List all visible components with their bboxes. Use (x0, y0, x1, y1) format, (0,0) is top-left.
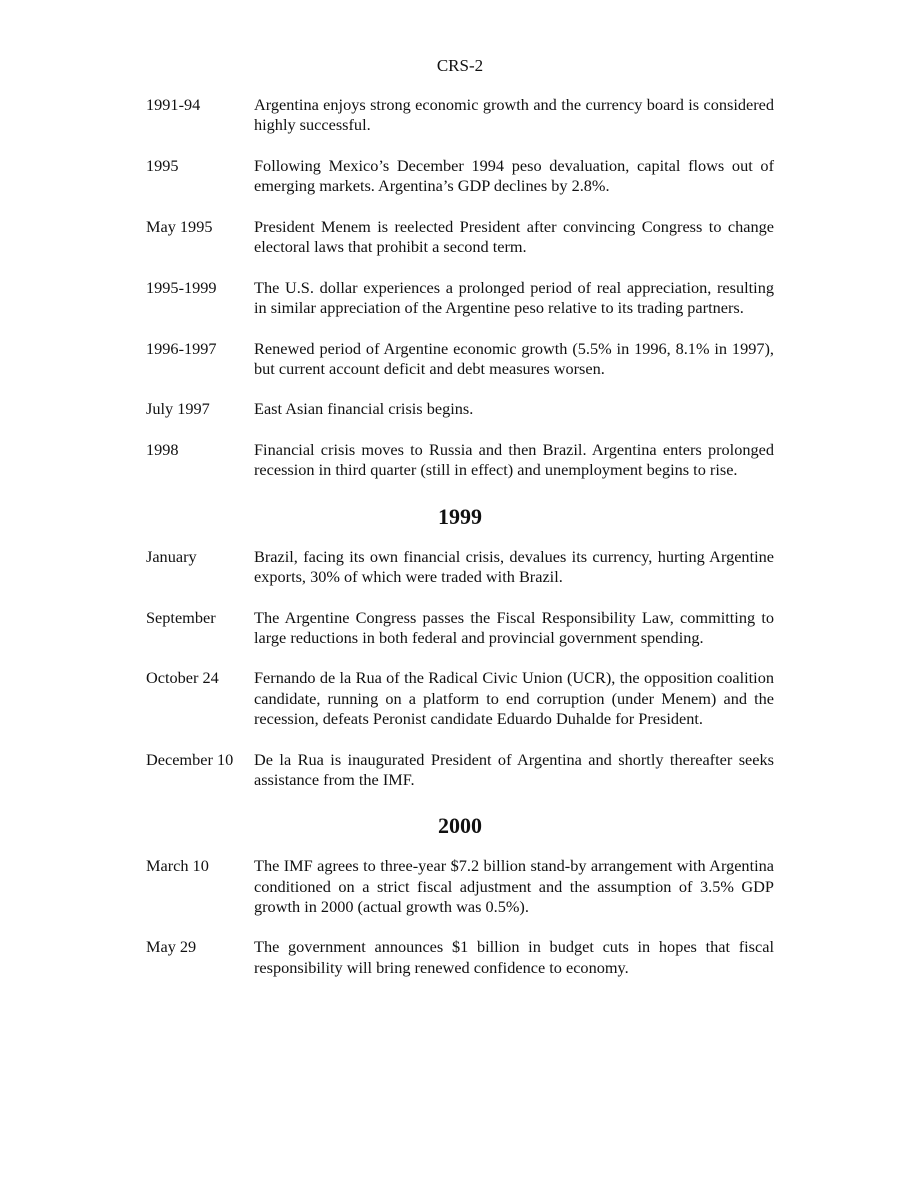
timeline-entry (146, 750, 774, 791)
entry-text: President Menem is reelected President after convincing Congress to change electoral laws that prohibit a second term. (254, 216, 774, 257)
entry-date: 1998 (146, 440, 179, 460)
page-header: CRS-2 (436, 56, 484, 75)
entry-text: Argentina enjoys strong economic growth and the currency board is considered highly successful. (254, 95, 774, 135)
entry-text: The government announces $1 billion in budget cuts in hopes that fiscal responsibility will bring renewed confidence to economy. (254, 937, 774, 977)
timeline (146, 95, 774, 998)
entry-date: September (146, 607, 216, 627)
entry-text: The IMF agrees to three-year $7.2 billion stand-by arrangement with Argentina conditioned on a strict fiscal adjustment and the assumption of 3.5% GDP growth in 2000 (actual growth was 0.5%). (254, 856, 774, 916)
entry-text: Renewed period of Argentine economic growth (5.5% in 1996, 8.1% in 1997), but current account deficit and debt measures worsen. (254, 338, 774, 378)
entry-text: The Argentine Congress passes the Fiscal Responsibility Law, committing to large reductions in both federal and provincial government spending. (254, 607, 774, 647)
entry-text: The U.S. dollar experiences a prolonged period of real appreciation, resulting in similar appreciation of the Argentine peso relative to its trading partners. (254, 277, 774, 317)
timeline-entry (146, 856, 774, 917)
year-heading: 1999 (438, 503, 482, 529)
entry-text: Financial crisis moves to Russia and then Brazil. Argentina enters prolonged recession in third quarter (still in effect) and unemployment begins to rise. (254, 440, 774, 480)
timeline-entry (146, 217, 774, 258)
entry-date: 1995-1999 (146, 277, 217, 297)
entry-date: May 29 (146, 937, 197, 957)
timeline-entry (146, 399, 774, 419)
entry-date: July 1997 (146, 399, 210, 419)
timeline-entry (146, 156, 774, 197)
entry-date: May 1995 (146, 216, 213, 236)
timeline-entry (146, 95, 774, 136)
entry-date: 1995 (146, 155, 179, 175)
entry-date: 1996-1997 (146, 338, 217, 358)
timeline-entry (146, 339, 774, 380)
timeline-entry (146, 668, 774, 729)
entry-date: 1991-94 (146, 95, 201, 114)
entry-text: Following Mexico’s December 1994 peso devaluation, capital flows out of emerging markets. Argentina’s GDP declines by 2.8%. (254, 155, 774, 196)
entry-text: East Asian financial crisis begins. (254, 399, 474, 419)
timeline-section-1999 (146, 504, 774, 791)
entry-text: De la Rua is inaugurated President of Argentina and shortly thereafter seeks assistance from the IMF. (254, 749, 774, 789)
timeline-section-2000 (146, 813, 774, 978)
timeline-section-early (146, 95, 774, 481)
entry-date: January (146, 546, 197, 566)
timeline-entry (146, 937, 774, 978)
entry-text: Brazil, facing its own financial crisis, devalues its currency, hurting Argentine exports, 30% of which were traded with Brazil. (254, 546, 774, 586)
entry-date: March 10 (146, 856, 209, 876)
timeline-entry (146, 278, 774, 319)
timeline-entry (146, 440, 774, 481)
entry-date: October 24 (146, 668, 219, 688)
timeline-entry (146, 547, 774, 588)
timeline-entry (146, 608, 774, 649)
entry-text: Fernando de la Rua of the Radical Civic Union (UCR), the opposition coalition candidate, running on a platform to end corruption (under Menem) and the recession, defeats Peronist candidate Eduardo Duhalde for President. (254, 668, 774, 729)
entry-date: December 10 (146, 749, 234, 769)
year-heading: 2000 (438, 813, 482, 839)
